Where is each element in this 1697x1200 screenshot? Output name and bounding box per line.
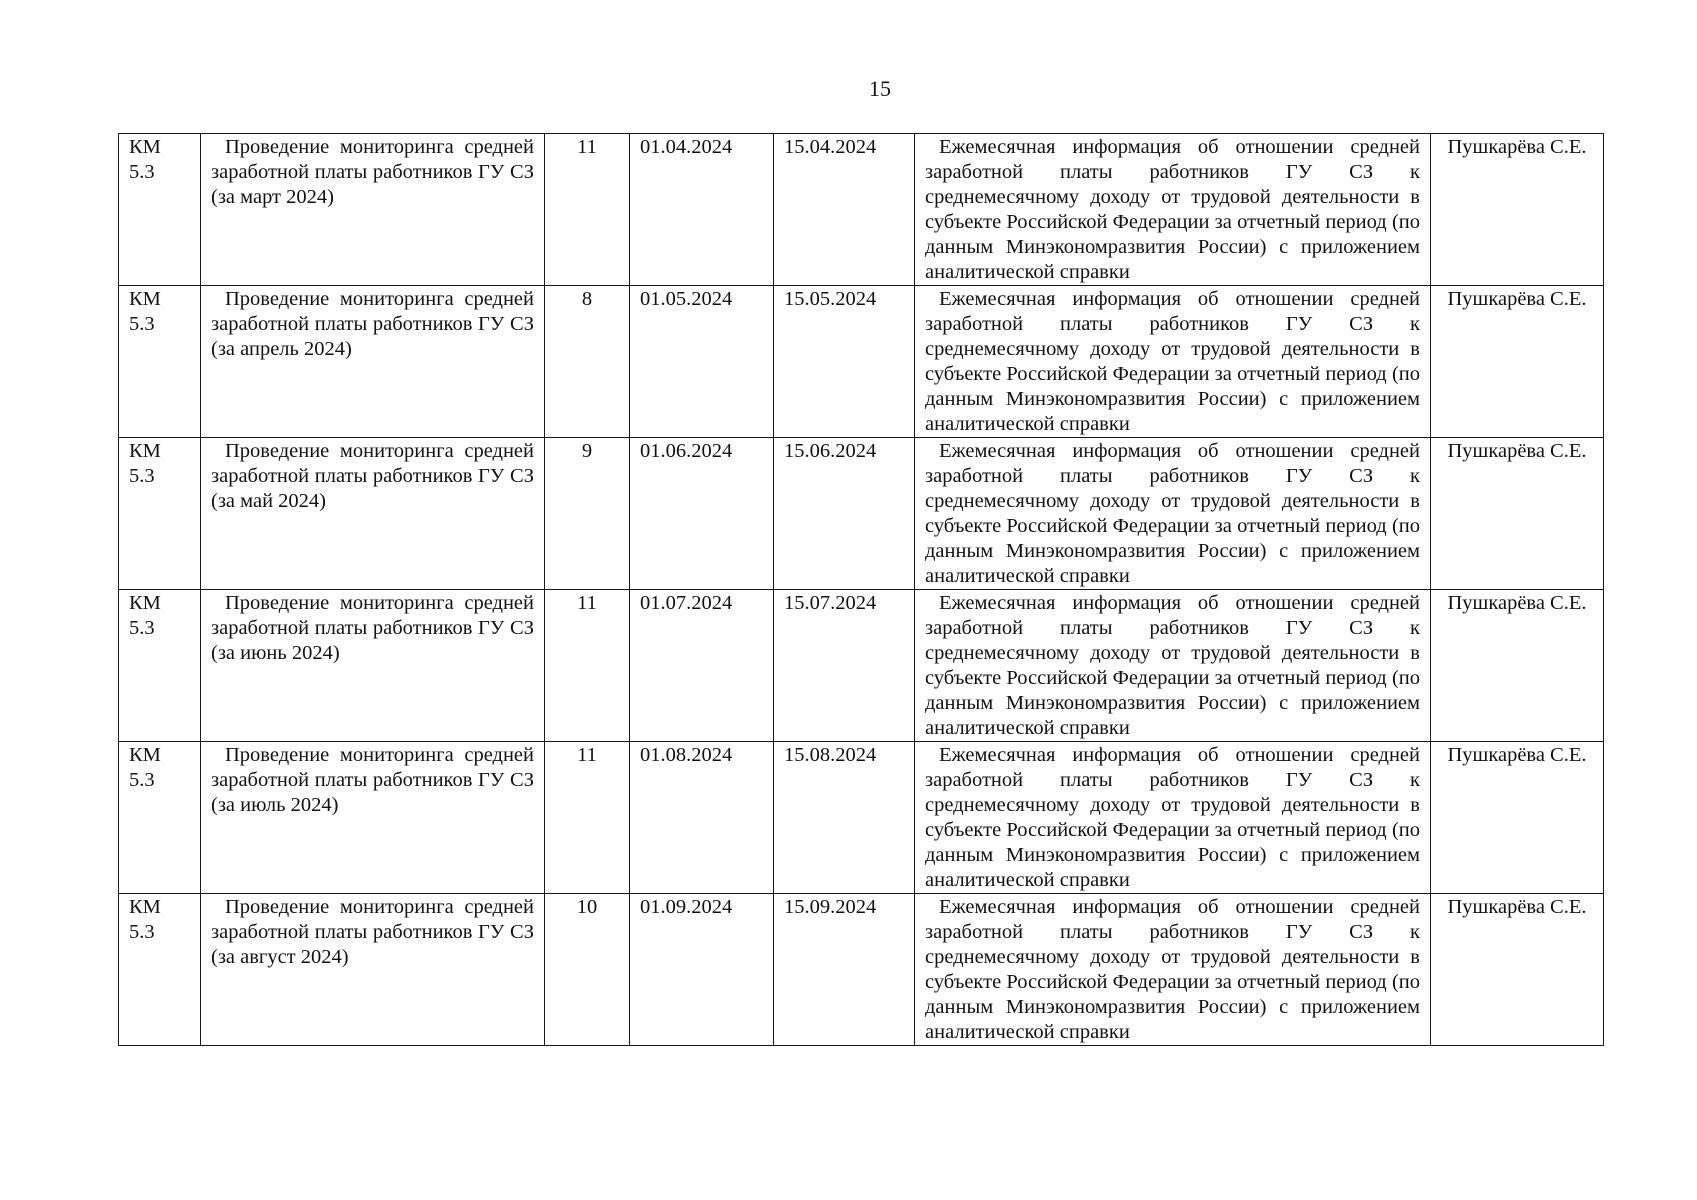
monitoring-plan-table [118, 133, 1604, 1046]
start-date: 01.05.2024 [630, 286, 774, 438]
responsible-person: Пушкарёва С.Е. [1431, 438, 1604, 590]
control-point-code: КМ 5.3 [119, 134, 201, 286]
event-description: Проведение мониторинга средней заработной платы работников ГУ СЗ (за июнь 2024) [201, 590, 545, 742]
end-date: 15.06.2024 [774, 438, 915, 590]
duration-days: 11 [545, 134, 630, 286]
start-date: 01.04.2024 [630, 134, 774, 286]
responsible-person: Пушкарёва С.Е. [1431, 742, 1604, 894]
duration-days: 9 [545, 438, 630, 590]
event-description: Проведение мониторинга средней заработной платы работников ГУ СЗ (за апрель 2024) [201, 286, 545, 438]
responsible-person: Пушкарёва С.Е. [1431, 590, 1604, 742]
table-row [119, 742, 1604, 894]
event-description: Проведение мониторинга средней заработной платы работников ГУ СЗ (за май 2024) [201, 438, 545, 590]
control-point-code: КМ 5.3 [119, 286, 201, 438]
start-date: 01.07.2024 [630, 590, 774, 742]
event-description: Проведение мониторинга средней заработной платы работников ГУ СЗ (за июль 2024) [201, 742, 545, 894]
table-row [119, 590, 1604, 742]
start-date: 01.06.2024 [630, 438, 774, 590]
end-date: 15.09.2024 [774, 894, 915, 1046]
responsible-person: Пушкарёва С.Е. [1431, 894, 1604, 1046]
table-row [119, 286, 1604, 438]
duration-days: 11 [545, 590, 630, 742]
expected-result: Ежемесячная информация об отношении средней заработной платы работников ГУ СЗ к среднемесячному доходу от трудовой деятельности в субъекте Российской Федерации за отчетный период (по данным Минэкономразвития России) с приложением аналитической справки [915, 590, 1431, 742]
start-date: 01.08.2024 [630, 742, 774, 894]
duration-days: 10 [545, 894, 630, 1046]
expected-result: Ежемесячная информация об отношении средней заработной платы работников ГУ СЗ к среднемесячному доходу от трудовой деятельности в субъекте Российской Федерации за отчетный период (по данным Минэкономразвития России) с приложением аналитической справки [915, 286, 1431, 438]
responsible-person: Пушкарёва С.Е. [1431, 134, 1604, 286]
end-date: 15.07.2024 [774, 590, 915, 742]
expected-result: Ежемесячная информация об отношении средней заработной платы работников ГУ СЗ к среднемесячному доходу от трудовой деятельности в субъекте Российской Федерации за отчетный период (по данным Минэкономразвития России) с приложением аналитической справки [915, 134, 1431, 286]
end-date: 15.04.2024 [774, 134, 915, 286]
expected-result: Ежемесячная информация об отношении средней заработной платы работников ГУ СЗ к среднемесячному доходу от трудовой деятельности в субъекте Российской Федерации за отчетный период (по данным Минэкономразвития России) с приложением аналитической справки [915, 894, 1431, 1046]
event-description: Проведение мониторинга средней заработной платы работников ГУ СЗ (за август 2024) [201, 894, 545, 1046]
control-point-code: КМ 5.3 [119, 742, 201, 894]
duration-days: 11 [545, 742, 630, 894]
page-number: 15 [869, 76, 891, 101]
control-point-code: КМ 5.3 [119, 438, 201, 590]
duration-days: 8 [545, 286, 630, 438]
control-point-code: КМ 5.3 [119, 590, 201, 742]
start-date: 01.09.2024 [630, 894, 774, 1046]
expected-result: Ежемесячная информация об отношении средней заработной платы работников ГУ СЗ к среднемесячному доходу от трудовой деятельности в субъекте Российской Федерации за отчетный период (по данным Минэкономразвития России) с приложением аналитической справки [915, 742, 1431, 894]
table-row [119, 134, 1604, 286]
responsible-person: Пушкарёва С.Е. [1431, 286, 1604, 438]
table-row [119, 438, 1604, 590]
event-description: Проведение мониторинга средней заработной платы работников ГУ СЗ (за март 2024) [201, 134, 545, 286]
end-date: 15.05.2024 [774, 286, 915, 438]
table-row [119, 894, 1604, 1046]
end-date: 15.08.2024 [774, 742, 915, 894]
control-point-code: КМ 5.3 [119, 894, 201, 1046]
expected-result: Ежемесячная информация об отношении средней заработной платы работников ГУ СЗ к среднемесячному доходу от трудовой деятельности в субъекте Российской Федерации за отчетный период (по данным Минэкономразвития России) с приложением аналитической справки [915, 438, 1431, 590]
